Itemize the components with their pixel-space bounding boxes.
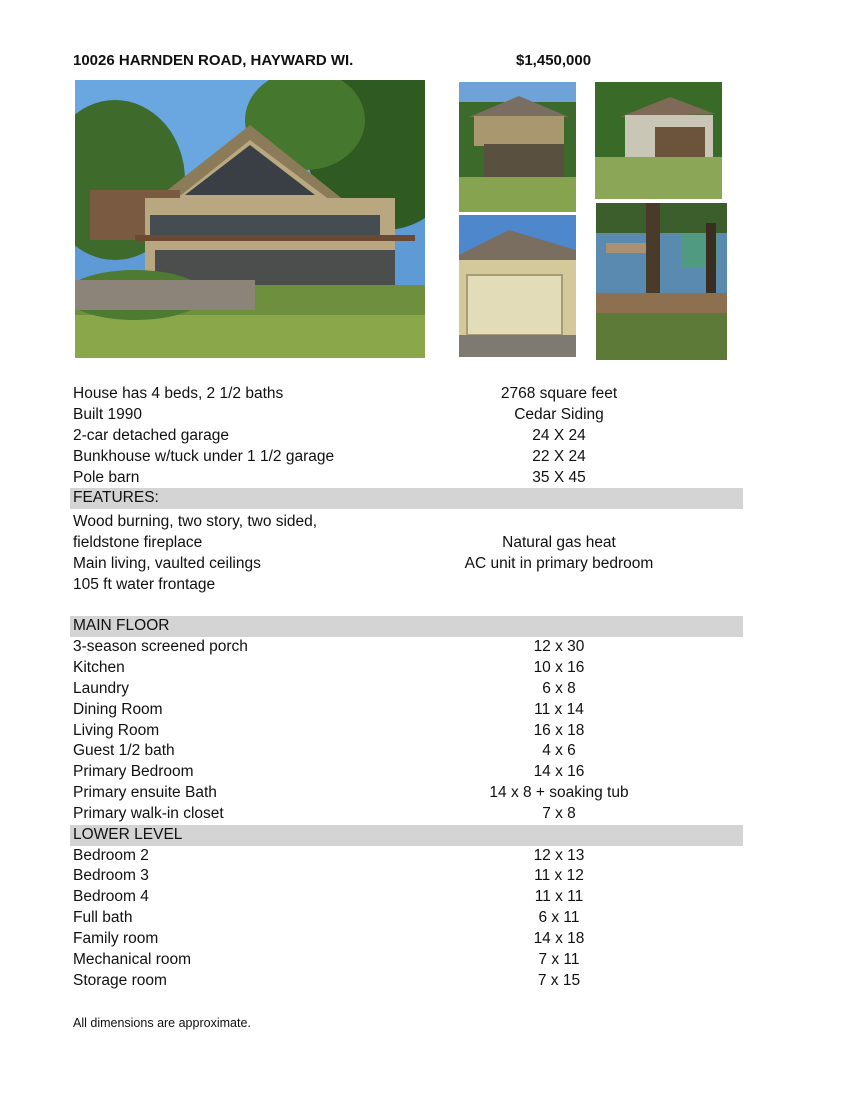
room-row: Storage room 7 x 15	[73, 972, 581, 989]
features-heading: FEATURES:	[70, 488, 743, 509]
main-floor-heading: MAIN FLOOR	[70, 616, 743, 637]
room-row: Living Room 16 x 18	[73, 722, 585, 739]
room-row: Dining Room 11 x 14	[73, 701, 584, 718]
feature-row: Wood burning, two story, two sided,	[73, 513, 318, 530]
lower-level-heading: LOWER LEVEL	[70, 825, 743, 846]
room-row: Primary Bedroom 14 x 16	[73, 763, 585, 780]
room-row: Bedroom 4 11 x 11	[73, 888, 584, 905]
room-row: Bedroom 3 11 x 12	[73, 867, 584, 884]
feature-row: 105 ft water frontage	[73, 576, 216, 593]
summary-row: Bunkhouse w/tuck under 1 1/2 garage 22 X 24	[73, 448, 586, 465]
lake-dock-photo	[596, 203, 727, 360]
room-row: Mechanical room 7 x 11	[73, 951, 580, 968]
property-address: 10026 HARNDEN ROAD, HAYWARD WI.	[73, 52, 354, 69]
bunkhouse-photo	[459, 82, 576, 212]
property-price: $1,450,000	[516, 52, 592, 69]
room-row: Full bath 6 x 11	[73, 909, 580, 926]
garage-photo	[459, 215, 576, 357]
room-row: Laundry 6 x 8	[73, 680, 576, 697]
summary-row: Pole barn 35 X 45	[73, 469, 586, 486]
room-row: Bedroom 2 12 x 13	[73, 847, 585, 864]
summary-row: Built 1990 Cedar Siding	[73, 406, 604, 423]
pole-barn-photo	[595, 82, 722, 199]
room-row: Primary ensuite Bath 14 x 8 + soaking tub	[73, 784, 629, 801]
room-row: 3-season screened porch 12 x 30	[73, 638, 585, 655]
summary-row: 2-car detached garage 24 X 24	[73, 427, 586, 444]
feature-row: Main living, vaulted ceilings AC unit in primary bedroom	[73, 555, 654, 572]
summary-row: House has 4 beds, 2 1/2 baths 2768 square feet	[73, 385, 618, 402]
feature-row: fieldstone fireplace Natural gas heat	[73, 534, 616, 551]
main-house-photo	[75, 80, 425, 358]
room-row: Primary walk-in closet 7 x 8	[73, 805, 576, 822]
room-row: Family room 14 x 18	[73, 930, 585, 947]
room-row: Guest 1/2 bath 4 x 6	[73, 742, 576, 759]
dimensions-footnote: All dimensions are approximate.	[73, 1016, 251, 1030]
room-row: Kitchen 10 x 16	[73, 659, 585, 676]
